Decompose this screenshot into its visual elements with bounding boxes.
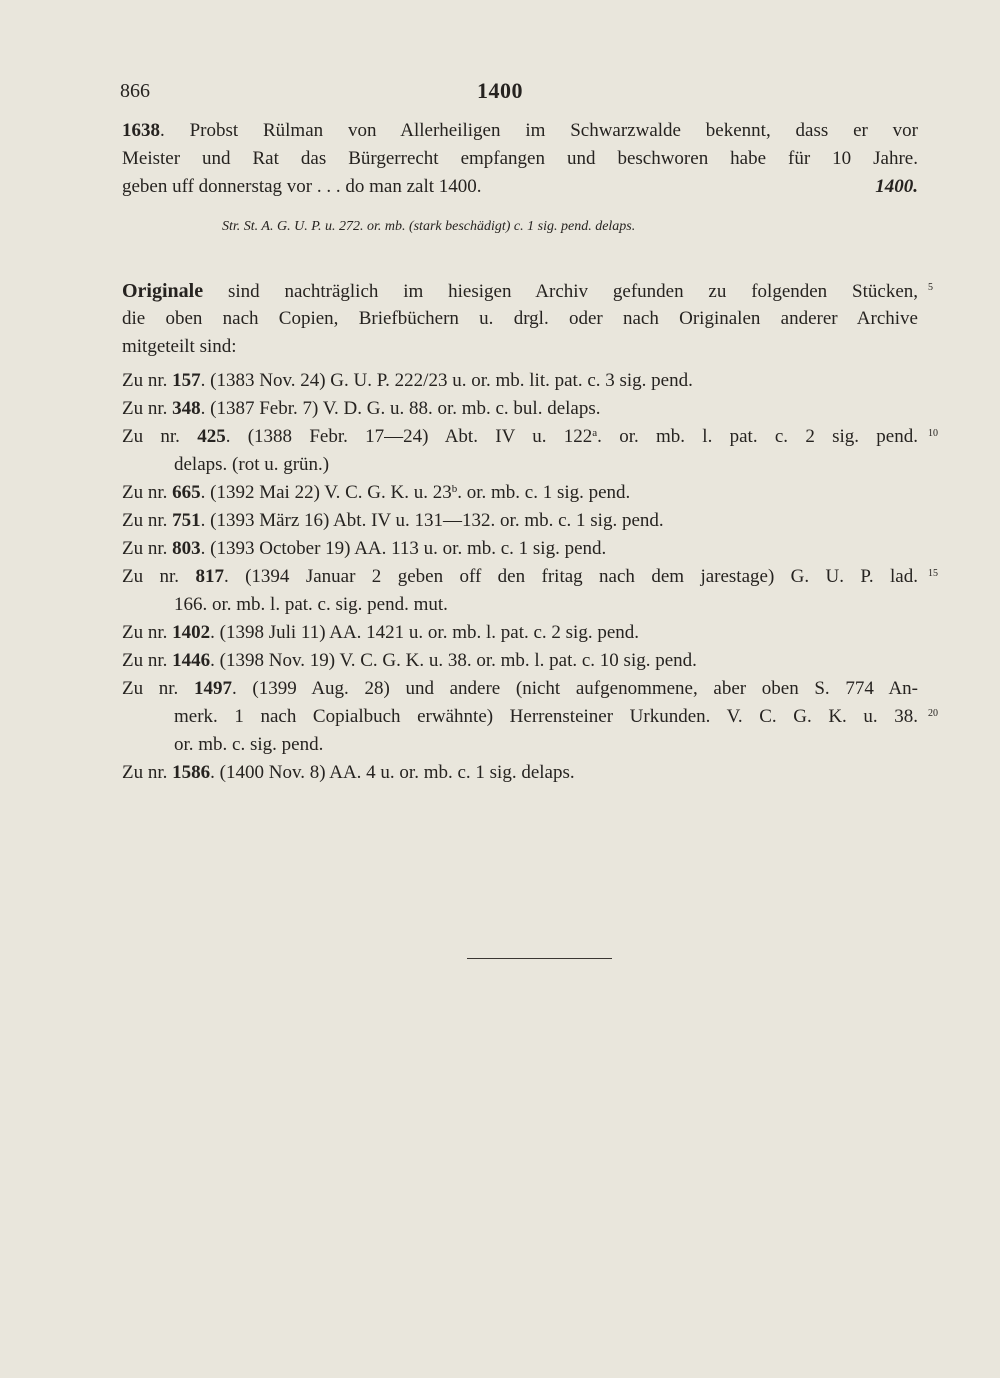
charter-line-3: geben uff donnerstag vor . . . do man zalt 1400. 1400. <box>122 174 918 200</box>
running-title: 1400 <box>477 78 523 103</box>
list-item: Zu nr. 817. (1394 Januar 2 geben off den fritag nach dem jarestage) G. U. P. lad. <box>122 566 918 587</box>
list-item: Zu nr. 665. (1392 Mai 22) V. C. G. K. u. 23$^b$. or. mb. c. 1 sig. pend. <box>122 482 631 503</box>
list-item: Zu nr. 1497. (1399 Aug. 28) und andere (nicht aufgenommene, aber oben S. 774 An- <box>122 678 918 699</box>
charter-date: 1400. <box>875 176 918 197</box>
list-item: Zu nr. 157. (1383 Nov. 24) G. U. P. 222/23 u. or. mb. lit. pat. c. 3 sig. pend. <box>122 370 693 391</box>
originale-line-3: mitgeteilt sind: <box>122 336 237 357</box>
list-item: Zu nr. 803. (1393 October 19) AA. 113 u. or. mb. c. 1 sig. pend. <box>122 538 607 559</box>
list-item-continuation: delaps. (rot u. grün.) <box>174 454 330 475</box>
section-divider <box>467 958 612 959</box>
list-item-continuation: or. mb. c. sig. pend. <box>174 734 324 755</box>
line-number: 5 <box>928 282 933 293</box>
list-item: Zu nr. 348. (1387 Febr. 7) V. D. G. u. 88. or. mb. c. bul. delaps. <box>122 398 601 419</box>
line-number: 20 <box>928 708 938 719</box>
originale-line-2: die oben nach Copien, Briefbüchern u. drgl. oder nach Originalen anderer Archive <box>122 308 918 329</box>
list-item-continuation: merk. 1 nach Copialbuch erwähnte) Herrensteiner Urkunden. V. C. G. K. u. 38. <box>174 706 918 727</box>
originale-line-1: Originale sind nachträglich im hiesigen Archiv gefunden zu folgenden Stücken, <box>122 280 918 302</box>
charter-line-2: Meister und Rat das Bürgerrecht empfangen und beschworen habe für 10 Jahre. <box>122 148 918 169</box>
list-item: Zu nr. 425. (1388 Febr. 17—24) Abt. IV u. 122$^a$. or. mb. l. pat. c. 2 sig. pend. <box>122 426 918 447</box>
list-item: Zu nr. 751. (1393 März 16) Abt. IV u. 131—132. or. mb. c. 1 sig. pend. <box>122 510 664 531</box>
list-item-continuation: 166. or. mb. l. pat. c. sig. pend. mut. <box>174 594 448 615</box>
page-number: 866 <box>120 80 150 102</box>
list-item: Zu nr. 1586. (1400 Nov. 8) AA. 4 u. or. mb. c. 1 sig. delaps. <box>122 762 575 783</box>
line-number: 15 <box>928 568 938 579</box>
list-item: Zu nr. 1446. (1398 Nov. 19) V. C. G. K. u. 38. or. mb. l. pat. c. 10 sig. pend. <box>122 650 697 671</box>
line-number: 10 <box>928 428 938 439</box>
list-item: Zu nr. 1402. (1398 Juli 11) AA. 1421 u. or. mb. l. pat. c. 2 sig. pend. <box>122 622 640 643</box>
charter-line-1: 1638. Probst Rülman von Allerheiligen im Schwarzwalde bekennt, dass er vor <box>122 120 918 141</box>
charter-source: Str. St. A. G. U. P. u. 272. or. mb. (stark beschädigt) c. 1 sig. pend. delaps. <box>222 219 636 234</box>
originale-heading: Originale <box>122 280 204 302</box>
charter-number: 1638 <box>122 120 160 141</box>
